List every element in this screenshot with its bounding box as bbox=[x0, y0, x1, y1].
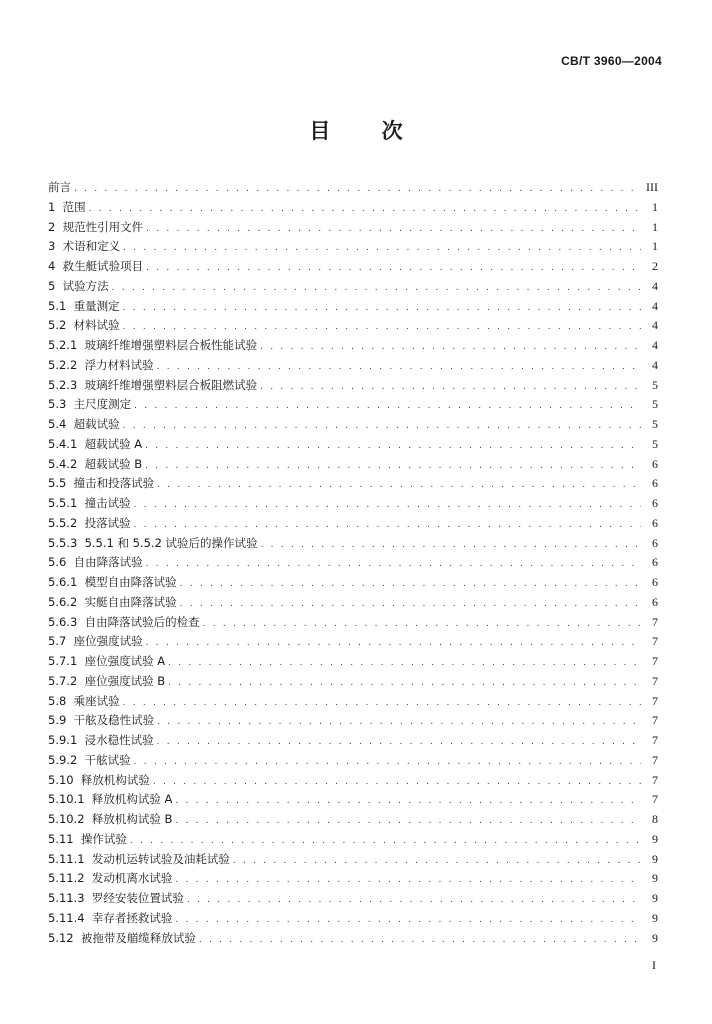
toc-entry-label: 5.12 被拖带及艏缆释放试验 bbox=[48, 930, 196, 945]
toc-entry-page: 1 bbox=[652, 219, 658, 234]
toc-leader-dots bbox=[145, 457, 641, 477]
toc-entry-page: 9 bbox=[652, 871, 658, 886]
toc-entry-label: 5.5 撞击和投落试验 bbox=[48, 476, 155, 491]
toc-entry[interactable] bbox=[48, 336, 658, 356]
toc-entry-page: 7 bbox=[652, 792, 658, 807]
toc-leader-dots bbox=[74, 180, 641, 200]
toc-entry-label: 5 试验方法 bbox=[48, 278, 109, 293]
toc-leader-dots bbox=[180, 575, 641, 595]
toc-entry[interactable] bbox=[48, 455, 658, 475]
toc-entry[interactable] bbox=[48, 415, 658, 435]
toc-leader-dots bbox=[123, 694, 641, 714]
toc-entry-page: 6 bbox=[652, 575, 658, 589]
toc-leader-dots bbox=[134, 496, 641, 516]
toc-leader-dots bbox=[112, 279, 641, 299]
toc-entry-page: 7 bbox=[652, 772, 658, 787]
toc-entry-page: 7 bbox=[652, 752, 658, 767]
toc-entry[interactable] bbox=[48, 771, 658, 791]
toc-entry-label: 1 范围 bbox=[48, 199, 86, 214]
toc-entry[interactable] bbox=[48, 593, 658, 613]
toc-entry[interactable] bbox=[48, 929, 658, 949]
toc-entry-page: 7 bbox=[652, 614, 658, 629]
toc-entry-label: 5.6.3 自由降落试验后的检查 bbox=[48, 614, 200, 629]
toc-entry-page: 9 bbox=[652, 851, 658, 866]
toc-entry-page: 9 bbox=[652, 891, 658, 905]
toc-entry[interactable] bbox=[48, 573, 658, 593]
table-of-contents bbox=[48, 178, 658, 948]
toc-entry-label: 3 术语和定义 bbox=[48, 239, 121, 254]
toc-entry-page: 6 bbox=[652, 594, 658, 609]
toc-leader-dots bbox=[146, 634, 641, 654]
toc-entry-label: 5.2.2 浮力材料试验 bbox=[48, 357, 154, 372]
toc-leader-dots bbox=[180, 595, 641, 615]
toc-entry-label: 5.2.3 玻璃纤维增强塑料层合板阻燃试验 bbox=[48, 377, 258, 392]
toc-entry[interactable] bbox=[48, 474, 658, 494]
toc-entry-page: 9 bbox=[652, 831, 658, 846]
toc-leader-dots bbox=[146, 555, 641, 575]
toc-entry-label: 5.7.2 座位强度试验 B bbox=[48, 673, 166, 688]
toc-entry-label: 5.6.2 实艇自由降落试验 bbox=[48, 594, 177, 609]
toc-leader-dots bbox=[175, 792, 641, 812]
toc-entry[interactable] bbox=[48, 731, 658, 751]
toc-leader-dots bbox=[153, 773, 641, 793]
toc-entry-label: 5.5.2 投落试验 bbox=[48, 515, 131, 530]
toc-entry[interactable] bbox=[48, 277, 658, 297]
toc-entry-page: 6 bbox=[652, 515, 658, 530]
toc-entry[interactable] bbox=[48, 514, 658, 534]
toc-entry[interactable] bbox=[48, 494, 658, 514]
toc-leader-dots bbox=[261, 536, 641, 556]
toc-entry-label: 5.9.1 浸水稳性试验 bbox=[48, 733, 154, 747]
toc-entry[interactable] bbox=[48, 909, 658, 929]
toc-leader-dots bbox=[199, 931, 641, 951]
toc-entry-label: 5.4.2 超载试验 B bbox=[48, 456, 143, 471]
toc-entry[interactable] bbox=[48, 356, 658, 376]
page-number: I bbox=[652, 958, 656, 972]
toc-entry-page: 1 bbox=[652, 199, 658, 214]
toc-entry-page: 8 bbox=[652, 812, 658, 826]
toc-entry-label: 5.7.1 座位强度试验 A bbox=[48, 654, 166, 668]
toc-entry-page: 1 bbox=[652, 239, 658, 254]
toc-leader-dots bbox=[157, 713, 641, 733]
toc-entry-page: 5 bbox=[652, 436, 658, 451]
toc-entry[interactable] bbox=[48, 395, 658, 415]
toc-entry-label: 5.9 干舷及稳性试验 bbox=[48, 713, 155, 728]
toc-entry[interactable] bbox=[48, 850, 658, 870]
toc-leader-dots bbox=[123, 417, 641, 437]
toc-entry-label: 5.5.1 撞击试验 bbox=[48, 496, 131, 510]
toc-entry[interactable] bbox=[48, 632, 658, 652]
toc-entry-page: 7 bbox=[652, 693, 658, 708]
toc-entry[interactable] bbox=[48, 237, 658, 257]
standard-code: CB/T 3960—2004 bbox=[561, 54, 662, 68]
toc-entry-label: 5.9.2 干舷试验 bbox=[48, 752, 131, 767]
toc-entry-label: 5.11.3 罗经安装位置试验 bbox=[48, 891, 184, 905]
toc-entry[interactable] bbox=[48, 218, 658, 238]
toc-entry[interactable] bbox=[48, 376, 658, 396]
toc-entry-label: 5.11.1 发动机运转试验及油耗试验 bbox=[48, 851, 230, 866]
toc-leader-dots bbox=[123, 299, 641, 319]
toc-entry-label: 5.11.4 幸存者拯救试验 bbox=[48, 910, 173, 925]
toc-leader-dots bbox=[89, 200, 641, 220]
toc-entry-label: 5.10.1 释放机构试验 A bbox=[48, 792, 173, 807]
toc-entry-label: 5.11 操作试验 bbox=[48, 831, 127, 846]
toc-entry-page: 4 bbox=[652, 278, 658, 293]
toc-entry[interactable] bbox=[48, 198, 658, 218]
toc-entry-label: 5.2 材料试验 bbox=[48, 318, 120, 333]
toc-entry-label: 5.8 乘座试验 bbox=[48, 693, 120, 708]
toc-entry-label: 5.10 释放机构试验 bbox=[48, 772, 150, 787]
toc-entry[interactable] bbox=[48, 613, 658, 633]
toc-leader-dots bbox=[260, 378, 641, 398]
toc-leader-dots bbox=[175, 812, 641, 832]
toc-entry-label: 5.2.1 玻璃纤维增强塑料层合板性能试验 bbox=[48, 338, 258, 352]
toc-entry-label: 5.10.2 释放机构试验 B bbox=[48, 812, 173, 826]
toc-entry-page: 5 bbox=[652, 417, 658, 431]
toc-entry[interactable] bbox=[48, 257, 658, 277]
toc-entry-page: 5 bbox=[652, 397, 658, 412]
toc-entry[interactable] bbox=[48, 790, 658, 810]
toc-entry[interactable] bbox=[48, 316, 658, 336]
toc-leader-dots bbox=[203, 615, 641, 635]
toc-entry[interactable] bbox=[48, 692, 658, 712]
toc-entry-label: 5.6 自由降落试验 bbox=[48, 555, 143, 570]
toc-entry-label: 5.11.2 发动机离水试验 bbox=[48, 871, 173, 886]
toc-entry-label: 4 救生艇试验项目 bbox=[48, 259, 144, 273]
toc-leader-dots bbox=[134, 753, 641, 773]
toc-entry-label: 2 规范性引用文件 bbox=[48, 219, 144, 234]
toc-leader-dots bbox=[175, 871, 641, 891]
toc-leader-dots bbox=[175, 911, 641, 931]
toc-leader-dots bbox=[146, 220, 641, 240]
toc-entry-page: 6 bbox=[652, 555, 658, 570]
toc-entry-page: 2 bbox=[652, 259, 658, 273]
toc-entry[interactable] bbox=[48, 869, 658, 889]
toc-entry[interactable] bbox=[48, 889, 658, 909]
toc-leader-dots bbox=[187, 891, 641, 911]
toc-entry-label: 5.5.3 5.5.1 和 5.5.2 试验后的操作试验 bbox=[48, 535, 258, 550]
toc-entry[interactable] bbox=[48, 534, 658, 554]
toc-leader-dots bbox=[260, 338, 641, 358]
toc-leader-dots bbox=[168, 654, 641, 674]
toc-entry[interactable] bbox=[48, 297, 658, 317]
toc-entry-page: 7 bbox=[652, 634, 658, 649]
toc-entry-page: 4 bbox=[652, 357, 658, 372]
toc-entry-page: 4 bbox=[652, 338, 658, 352]
toc-leader-dots bbox=[157, 476, 641, 496]
toc-entry-page: 6 bbox=[652, 456, 658, 471]
toc-entry[interactable] bbox=[48, 178, 658, 198]
toc-entry-page: 6 bbox=[652, 535, 658, 550]
toc-entry[interactable] bbox=[48, 830, 658, 850]
toc-title: 目 次 bbox=[309, 118, 425, 143]
toc-entry-label: 5.4 超载试验 bbox=[48, 417, 120, 431]
toc-leader-dots bbox=[145, 437, 641, 457]
toc-entry-page: 7 bbox=[652, 654, 658, 668]
toc-entry[interactable] bbox=[48, 711, 658, 731]
toc-entry[interactable] bbox=[48, 672, 658, 692]
toc-entry-label: 前言 bbox=[48, 180, 71, 194]
toc-entry[interactable] bbox=[48, 751, 658, 771]
toc-entry-page: 6 bbox=[652, 496, 658, 510]
toc-entry-label: 5.3 主尺度测定 bbox=[48, 397, 132, 412]
toc-entry-page: 7 bbox=[652, 733, 658, 747]
toc-entry-page: 9 bbox=[652, 930, 658, 945]
toc-entry-label: 5.1 重量测定 bbox=[48, 298, 120, 313]
toc-entry-page: 9 bbox=[652, 910, 658, 925]
toc-entry-page: 7 bbox=[652, 713, 658, 728]
toc-leader-dots bbox=[233, 852, 641, 872]
toc-entry-label: 5.4.1 超载试验 A bbox=[48, 436, 143, 451]
toc-entry[interactable] bbox=[48, 652, 658, 672]
toc-entry-page: 5 bbox=[652, 377, 658, 392]
toc-entry-page: 6 bbox=[652, 476, 658, 491]
toc-leader-dots bbox=[146, 259, 641, 279]
toc-entry-page: 4 bbox=[652, 298, 658, 313]
toc-entry[interactable] bbox=[48, 810, 658, 830]
toc-entry-label: 5.6.1 模型自由降落试验 bbox=[48, 575, 177, 589]
toc-entry-label: 5.7 座位强度试验 bbox=[48, 634, 143, 649]
toc-entry-page: 7 bbox=[652, 673, 658, 688]
toc-entry[interactable] bbox=[48, 553, 658, 573]
toc-leader-dots bbox=[157, 733, 641, 753]
toc-leader-dots bbox=[123, 239, 641, 259]
toc-leader-dots bbox=[134, 397, 641, 417]
toc-entry-page: 4 bbox=[652, 318, 658, 333]
toc-leader-dots bbox=[168, 674, 641, 694]
toc-entry-page: III bbox=[646, 180, 658, 194]
toc-entry[interactable] bbox=[48, 435, 658, 455]
